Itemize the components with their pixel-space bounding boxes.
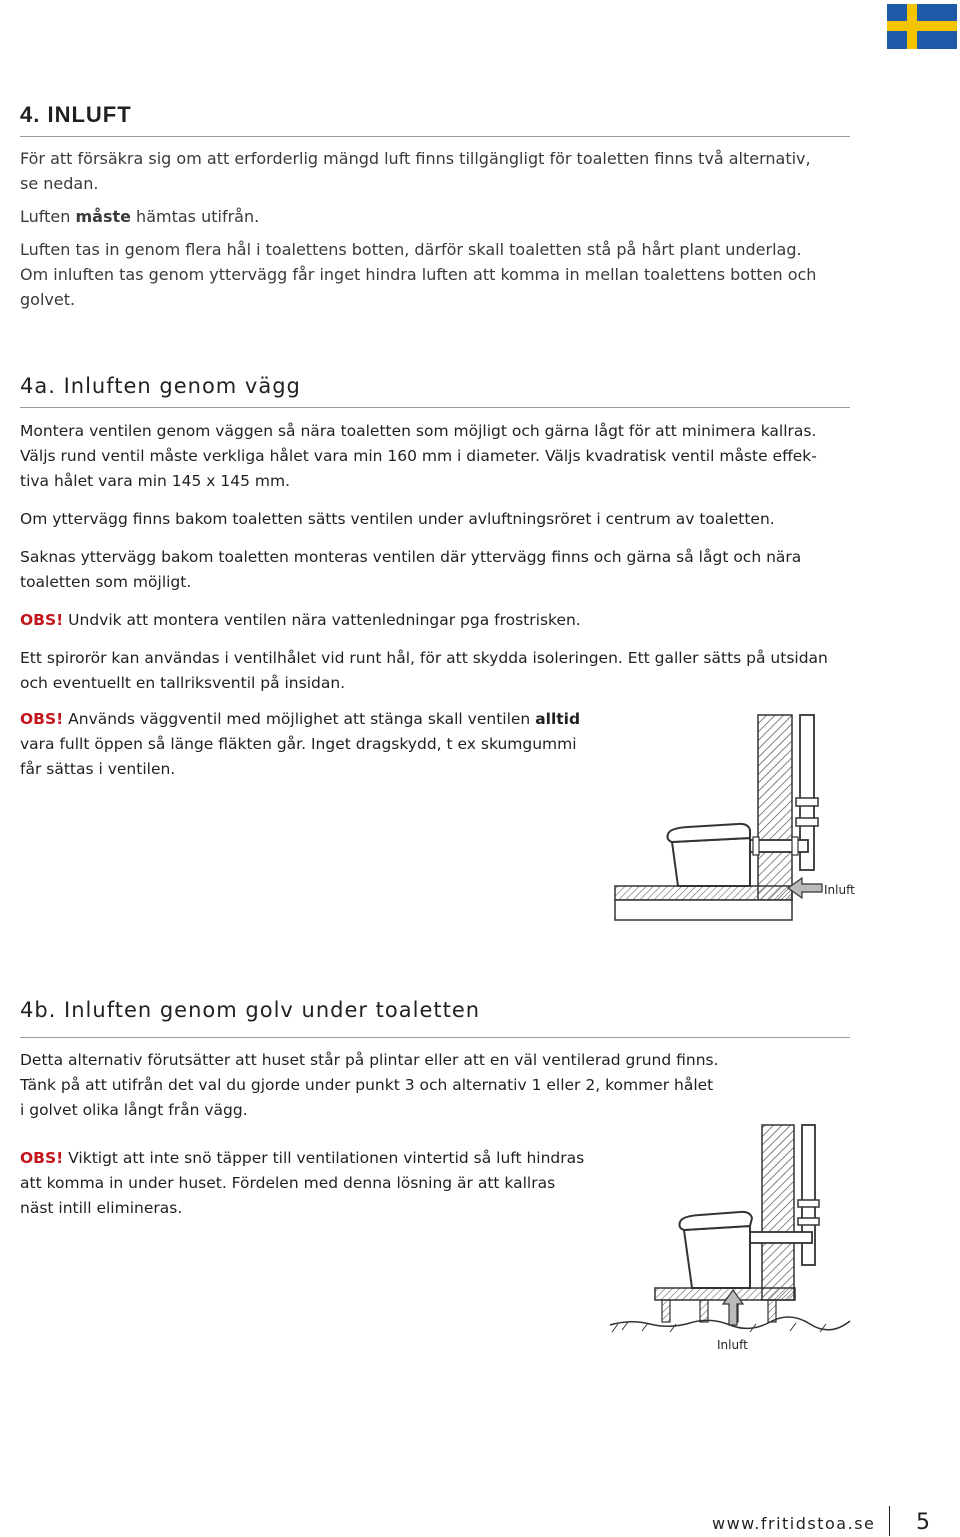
paragraph-line: i golvet olika långt från vägg.: [20, 1101, 248, 1119]
intro-line: Luften tas in genom flera hål i toalettens botten, därför skall toaletten stå på hårt plant underlag.: [20, 240, 802, 259]
paragraph: Om yttervägg finns bakom toaletten sätts ventilen under avluftningsröret i centrum av toaletten.: [20, 510, 775, 528]
paragraph-line: vara fullt öppen så länge fläkten går. Inget dragskydd, t ex skumgummi: [20, 735, 577, 753]
wall-vent-diagram: [610, 710, 870, 925]
divider: [20, 136, 850, 137]
intro-line: se nedan.: [20, 174, 99, 193]
page-number: 5: [916, 1510, 930, 1535]
paragraph-line: och eventuellt en tallriksventil på insidan.: [20, 674, 346, 692]
paragraph-line: får sättas i ventilen.: [20, 760, 176, 778]
paragraph-line: Detta alternativ förutsätter att huset står på plintar eller att en väl ventilerad grund finns.: [20, 1051, 719, 1069]
paragraph-line: Ett spirorör kan användas i ventilhålet vid runt hål, för att skydda isoleringen. Ett galler sätts på utsidan: [20, 649, 828, 667]
paragraph-line: Väljs rund ventil måste verkliga hålet vara min 160 mm i diameter. Väljs kvadratisk ventil måste effek-: [20, 447, 817, 465]
footer-url[interactable]: www.fritidstoa.se: [712, 1514, 876, 1533]
paragraph-line: att komma in under huset. Fördelen med denna lösning är att kallras: [20, 1174, 556, 1192]
intro-line: För att försäkra sig om att erforderlig mängd luft finns tillgängligt för toaletten finns två alternativ,: [20, 149, 811, 168]
paragraph-line: tiva hålet vara min 145 x 145 mm.: [20, 472, 291, 490]
paragraph-line: näst intill elimineras.: [20, 1199, 183, 1217]
obs-note: OBS! Undvik att montera ventilen nära vattenledningar pga frostrisken.: [20, 611, 581, 629]
swedish-flag-icon: [887, 4, 957, 49]
paragraph-line: Montera ventilen genom väggen så nära toaletten som möjligt och gärna lågt för att minimera kallras.: [20, 422, 817, 440]
paragraph-line: Saknas yttervägg bakom toaletten monteras ventilen där yttervägg finns och gärna så lågt och nära: [20, 548, 802, 566]
paragraph-line: Tänk på att utifrån det val du gjorde under punkt 3 och alternativ 1 eller 2, kommer hålet: [20, 1076, 714, 1094]
intro-text: [20, 146, 820, 312]
inluft-label: Inluft: [717, 1338, 748, 1352]
intro-line: Luften måste hämtas utifrån.: [20, 207, 260, 226]
obs-note: OBS! Viktigt att inte snö täpper till ventilationen vintertid så luft hindras: [20, 1149, 585, 1167]
footer-divider: [889, 1506, 890, 1536]
paragraph-line: toaletten som möjligt.: [20, 573, 192, 591]
floor-vent-diagram: [600, 1120, 860, 1360]
intro-line: Om inluften tas genom yttervägg får inget hindra luften att komma in mellan toalettens botten och golvet.: [20, 265, 817, 309]
obs-note: OBS! Används väggventil med möjlighet att stänga skall ventilen alltid: [20, 710, 581, 728]
section-4a-title: 4a. Inluften genom vägg: [20, 374, 301, 398]
divider: [20, 407, 850, 408]
section-title: 4. INLUFT: [20, 102, 132, 127]
inluft-label: Inluft: [824, 883, 855, 897]
divider: [20, 1037, 850, 1038]
section-4b-title: 4b. Inluften genom golv under toaletten: [20, 998, 481, 1022]
